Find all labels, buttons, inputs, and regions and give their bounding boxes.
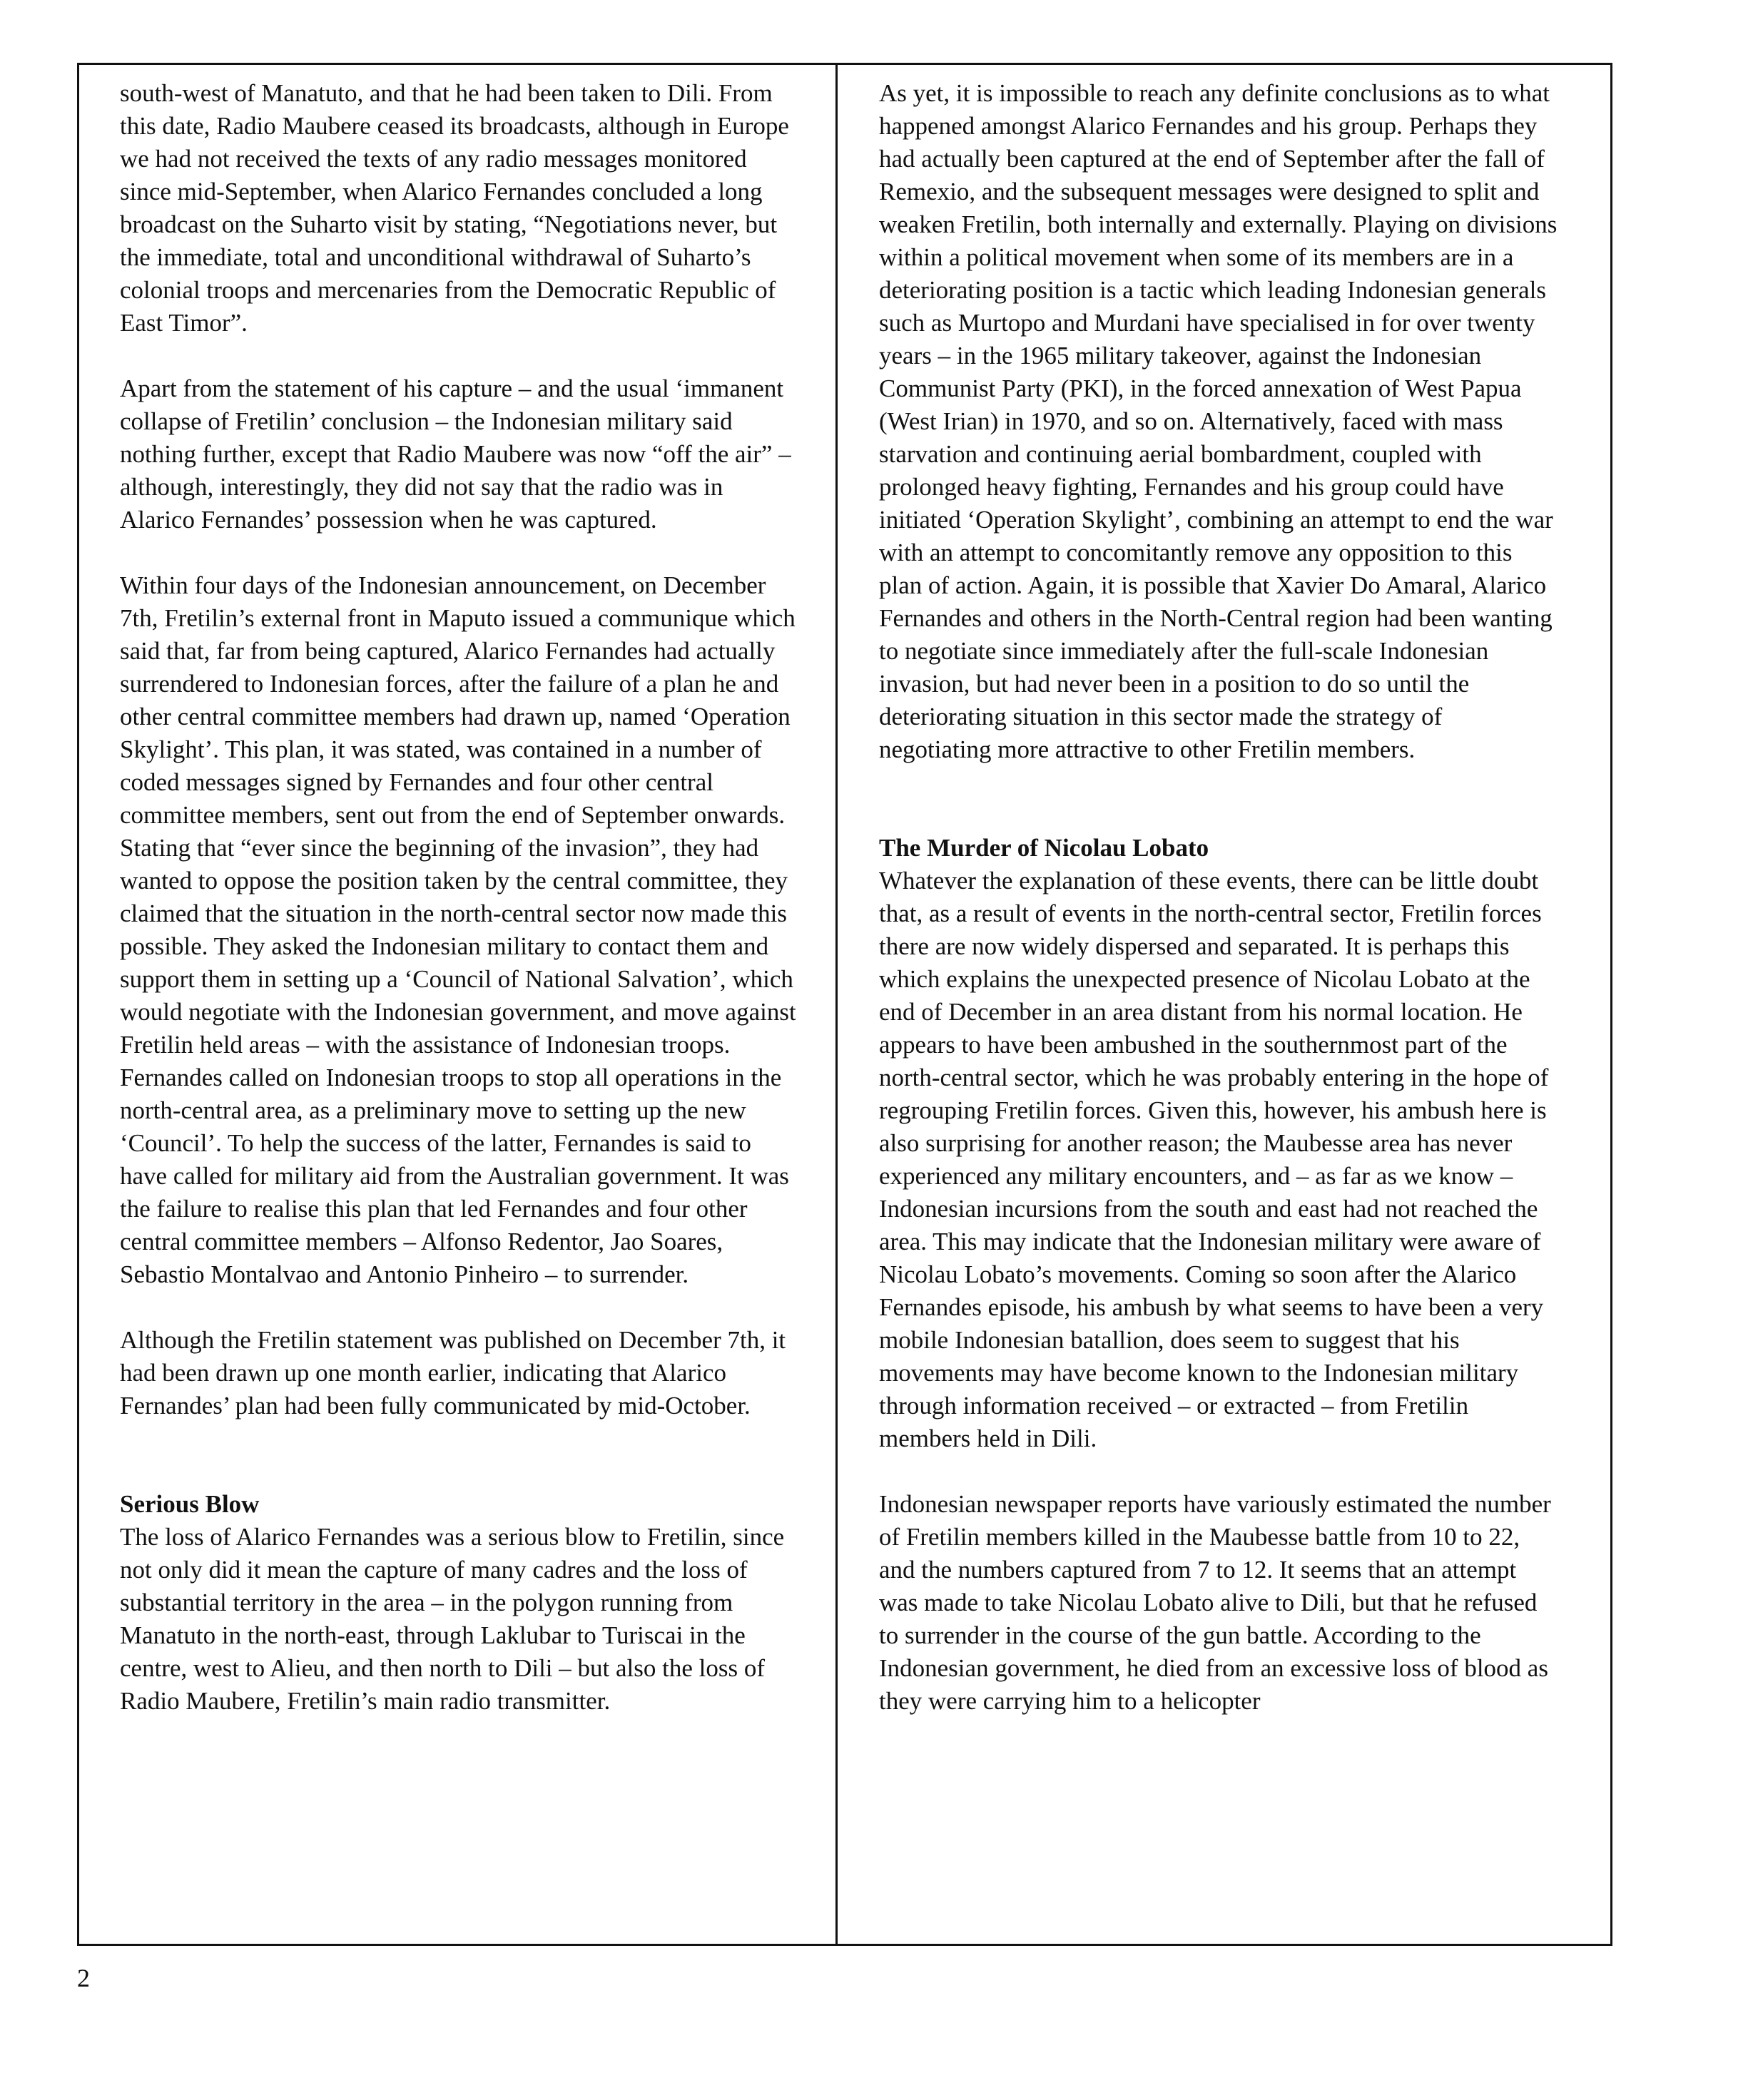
right-paragraph-2: Whatever the explanation of these events, there can be little doubt that, as a result of events in the north-central sector, Fretilin forces there are now widely dispersed and separated. It is perhaps this which explains the unexpected presence of Nicolau Lobato at the end of December in an area distant from his normal location. He appears to have been ambushed in the southernmost part of the north-central sector, which he was probably entering in the hope of regrouping Fretilin forces. Given this, however, his ambush here is also surprising for another reason; the Maubesse area has never experienced any military encounters, and – as far as we know – Indonesian incursions from the south and east had not reached the area. This may indicate that the Indonesian military were aware of Nicolau Lobato’s movements. Coming so soon after the Alarico Fernandes episode, his ambush by what seems to have been a very mobile Indonesian batallion, does seem to suggest that his movements may have become known to the Indonesian military through information received – or extracted – from Fretilin members held in Dili. [879,867,1549,1452]
right-paragraph-3: Indonesian newspaper reports have variously estimated the number of Fretilin members killed in the Maubesse battle from 10 to 22, and the numbers captured from 7 to 12. It seems that an attempt was made to take Nicolau Lobato alive to Dili, but that he refused to surrender in the course of the gun battle. According to the Indonesian government, he died from an excessive loss of blood as they were carrying him to a helicopter [879,1490,1551,1715]
left-paragraph-2: Apart from the statement of his capture – and the usual ‘immanent collapse of Fretilin’ conclusion – the Indonesian military said nothing further, except that Radio Maubere was now “off the air” – although, interestingly, they did not say that the radio was in Alarico Fernandes’ possession when he was captured. [120,374,791,534]
section-heading-serious-blow: Serious Blow [120,1490,260,1518]
left-paragraph-1: south-west of Manatuto, and that he had been taken to Dili. From this date, Radio Maubere ceased its broadcasts, although in Europe we had not received the texts of any radio messages monitored since mid-September, when Alarico Fernandes concluded a long broadcast on the Suharto visit by stating, “Negotiations never, but the immediate, total and unconditional withdrawal of Suharto’s colonial troops and mercenaries from the Democratic Republic of East Timor”. [120,79,789,337]
left-column [120,77,801,1750]
left-paragraph-5: The loss of Alarico Fernandes was a serious blow to Fretilin, since not only did it mean the capture of many cadres and the loss of substantial territory in the area – in the polygon running from Manatuto in the north-east, through Laklubar to Turiscai in the centre, west to Alieu, and then north to Dili – but also the loss of Radio Maubere, Fretilin’s main radio transmitter. [120,1523,785,1715]
section-heading-murder-of-nicolau-lobato: The Murder of Nicolau Lobato [879,834,1209,862]
column-divider [835,63,838,1946]
right-column [879,77,1560,1750]
right-paragraph-1: As yet, it is impossible to reach any definite conclusions as to what happened amongst Alarico Fernandes and his group. Perhaps they had actually been captured at the end of September after the fall of Remexio, and the subsequent messages were designed to split and weaken Fretilin, both internally and externally. Playing on divisions within a political movement when some of its members are in a deteriorating position is a tactic which leading Indonesian generals such as Murtopo and Murdani have specialised in for over twenty years – in the 1965 military takeover, against the Indonesian Communist Party (PKI), in the forced annexation of West Papua (West Irian) in 1970, and so on. Alternatively, faced with mass starvation and continuing aerial bombardment, coupled with prolonged heavy fighting, Fernandes and his group could have initiated ‘Operation Skylight’, combining an attempt to end the war with an attempt to concomitantly remove any opposition to this plan of action. Again, it is possible that Xavier Do Amaral, Alarico Fernandes and others in the North-Central region had been wanting to negotiate since immediately after the full-scale Indonesian invasion, but had never been in a position to do so until the deteriorating situation in this sector made the strategy of negotiating more attractive to other Fretilin members. [879,79,1558,763]
page-number: 2 [77,1964,90,1992]
left-paragraph-3: Within four days of the Indonesian announcement, on December 7th, Fretilin’s external front in Maputo issued a communique which said that, far from being captured, Alarico Fernandes had actually surrendered to Indonesian forces, after the failure of a plan he and other central committee members had drawn up, named ‘Operation Skylight’. This plan, it was stated, was contained in a number of coded messages signed by Fernandes and four other central committee members, sent out from the end of September onwards. Stating that “ever since the beginning of the invasion”, they had wanted to oppose the position taken by the central committee, they claimed that the situation in the north-central sector now made this possible. They asked the Indonesian military to contact them and support them in setting up a ‘Council of National Salvation’, which would negotiate with the Indonesian government, and move against Fretilin held areas – with the assistance of Indonesian troops. Fernandes called on Indonesian troops to stop all operations in the north-central area, as a preliminary move to setting up the new ‘Council’. To help the success of the latter, Fernandes is said to have called for military aid from the Australian government. It was the failure to realise this plan that led Fernandes and four other central committee members – Alfonso Redentor, Jao Soares, Sebastio Montalvao and Antonio Pinheiro – to surrender. [120,571,796,1288]
left-paragraph-4: Although the Fretilin statement was published on December 7th, it had been drawn up one month earlier, indicating that Alarico Fernandes’ plan had been fully communicated by mid-October. [120,1326,786,1419]
